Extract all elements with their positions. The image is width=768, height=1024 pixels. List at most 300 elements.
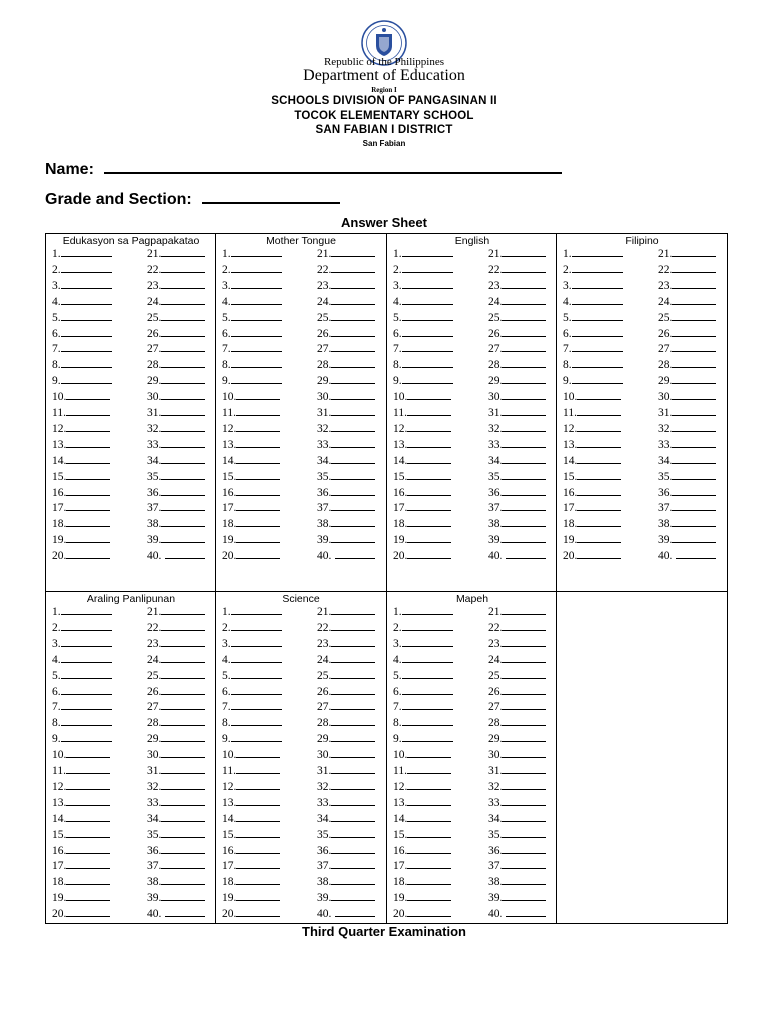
answer-item[interactable] xyxy=(393,812,451,825)
answer-blank[interactable] xyxy=(331,279,375,289)
answer-item[interactable] xyxy=(222,470,280,483)
answer-item[interactable] xyxy=(147,422,205,435)
answer-item[interactable] xyxy=(658,390,716,403)
answer-blank[interactable] xyxy=(331,327,375,337)
answer-item[interactable] xyxy=(488,605,546,618)
answer-blank[interactable] xyxy=(577,422,621,432)
answer-item[interactable] xyxy=(147,342,205,355)
answer-blank[interactable] xyxy=(672,358,716,368)
answer-blank[interactable] xyxy=(236,501,280,511)
answer-blank[interactable] xyxy=(231,295,282,305)
answer-item[interactable] xyxy=(658,358,716,371)
answer-item[interactable] xyxy=(222,621,282,634)
answer-blank[interactable] xyxy=(572,327,623,337)
answer-blank[interactable] xyxy=(407,796,451,806)
answer-item[interactable] xyxy=(147,406,205,419)
answer-blank[interactable] xyxy=(231,247,282,257)
answer-blank[interactable] xyxy=(161,685,205,695)
answer-blank[interactable] xyxy=(335,907,375,917)
answer-item[interactable] xyxy=(222,358,282,371)
answer-item[interactable] xyxy=(488,669,546,682)
answer-item[interactable] xyxy=(222,812,280,825)
answer-item[interactable] xyxy=(147,295,205,308)
answer-blank[interactable] xyxy=(572,295,623,305)
answer-item[interactable] xyxy=(222,342,282,355)
answer-item[interactable] xyxy=(52,812,110,825)
answer-blank[interactable] xyxy=(402,342,453,352)
answer-blank[interactable] xyxy=(161,358,205,368)
answer-item[interactable] xyxy=(147,844,205,857)
answer-item[interactable] xyxy=(222,875,280,888)
answer-blank[interactable] xyxy=(66,748,110,758)
answer-item[interactable] xyxy=(488,891,546,904)
answer-item[interactable] xyxy=(393,907,451,920)
answer-item[interactable] xyxy=(317,732,375,745)
answer-blank[interactable] xyxy=(502,311,546,321)
answer-blank[interactable] xyxy=(161,263,205,273)
answer-blank[interactable] xyxy=(502,454,546,464)
answer-blank[interactable] xyxy=(502,358,546,368)
answer-item[interactable] xyxy=(658,517,716,530)
answer-item[interactable] xyxy=(393,454,451,467)
answer-blank[interactable] xyxy=(502,685,546,695)
answer-blank[interactable] xyxy=(236,517,280,527)
answer-item[interactable] xyxy=(393,406,451,419)
answer-blank[interactable] xyxy=(61,295,112,305)
answer-item[interactable] xyxy=(317,859,375,872)
answer-item[interactable] xyxy=(317,748,375,761)
answer-blank[interactable] xyxy=(502,637,546,647)
answer-item[interactable] xyxy=(52,653,112,666)
answer-blank[interactable] xyxy=(407,891,451,901)
answer-blank[interactable] xyxy=(236,533,280,543)
answer-item[interactable] xyxy=(52,358,112,371)
answer-item[interactable] xyxy=(147,374,205,387)
answer-item[interactable] xyxy=(393,517,451,530)
answer-blank[interactable] xyxy=(502,859,546,869)
answer-item[interactable] xyxy=(222,247,282,260)
answer-blank[interactable] xyxy=(331,875,375,885)
answer-item[interactable] xyxy=(222,501,280,514)
answer-item[interactable] xyxy=(393,796,451,809)
answer-item[interactable] xyxy=(222,907,280,920)
answer-blank[interactable] xyxy=(66,891,110,901)
answer-blank[interactable] xyxy=(331,716,375,726)
answer-item[interactable] xyxy=(147,732,205,745)
answer-blank[interactable] xyxy=(502,621,546,631)
answer-item[interactable] xyxy=(393,422,451,435)
answer-item[interactable] xyxy=(488,279,546,292)
answer-item[interactable] xyxy=(658,327,716,340)
answer-blank[interactable] xyxy=(161,390,205,400)
answer-blank[interactable] xyxy=(61,263,112,273)
answer-item[interactable] xyxy=(563,517,621,530)
answer-blank[interactable] xyxy=(61,716,112,726)
answer-item[interactable] xyxy=(317,716,375,729)
answer-blank[interactable] xyxy=(331,295,375,305)
answer-blank[interactable] xyxy=(577,470,621,480)
answer-blank[interactable] xyxy=(506,549,546,559)
answer-item[interactable] xyxy=(488,533,546,546)
answer-blank[interactable] xyxy=(407,828,451,838)
answer-item[interactable] xyxy=(147,907,205,920)
answer-blank[interactable] xyxy=(236,780,280,790)
answer-item[interactable] xyxy=(563,342,623,355)
answer-item[interactable] xyxy=(52,907,110,920)
answer-blank[interactable] xyxy=(331,374,375,384)
answer-item[interactable] xyxy=(393,549,451,562)
answer-item[interactable] xyxy=(393,438,451,451)
answer-item[interactable] xyxy=(317,764,375,777)
answer-blank[interactable] xyxy=(402,669,453,679)
answer-item[interactable] xyxy=(317,295,375,308)
answer-blank[interactable] xyxy=(672,263,716,273)
answer-item[interactable] xyxy=(317,517,375,530)
answer-blank[interactable] xyxy=(66,796,110,806)
answer-blank[interactable] xyxy=(502,327,546,337)
answer-blank[interactable] xyxy=(672,374,716,384)
answer-item[interactable] xyxy=(488,796,546,809)
answer-item[interactable] xyxy=(488,470,546,483)
answer-blank[interactable] xyxy=(66,422,110,432)
answer-blank[interactable] xyxy=(502,533,546,543)
answer-blank[interactable] xyxy=(161,342,205,352)
answer-item[interactable] xyxy=(147,653,205,666)
answer-item[interactable] xyxy=(488,844,546,857)
answer-blank[interactable] xyxy=(502,247,546,257)
answer-item[interactable] xyxy=(488,621,546,634)
answer-item[interactable] xyxy=(488,517,546,530)
answer-item[interactable] xyxy=(52,263,112,276)
answer-blank[interactable] xyxy=(66,828,110,838)
answer-blank[interactable] xyxy=(61,685,112,695)
answer-item[interactable] xyxy=(488,247,546,260)
answer-blank[interactable] xyxy=(236,891,280,901)
answer-blank[interactable] xyxy=(66,454,110,464)
answer-item[interactable] xyxy=(488,828,546,841)
answer-item[interactable] xyxy=(563,358,623,371)
answer-item[interactable] xyxy=(317,454,375,467)
answer-item[interactable] xyxy=(393,875,451,888)
answer-item[interactable] xyxy=(563,247,623,260)
answer-blank[interactable] xyxy=(161,327,205,337)
answer-item[interactable] xyxy=(393,263,453,276)
answer-item[interactable] xyxy=(52,342,112,355)
answer-item[interactable] xyxy=(222,422,280,435)
answer-item[interactable] xyxy=(222,844,280,857)
answer-item[interactable] xyxy=(147,685,205,698)
answer-item[interactable] xyxy=(317,549,375,562)
answer-item[interactable] xyxy=(488,875,546,888)
answer-item[interactable] xyxy=(222,605,282,618)
answer-item[interactable] xyxy=(147,311,205,324)
answer-blank[interactable] xyxy=(672,533,716,543)
answer-item[interactable] xyxy=(317,311,375,324)
answer-blank[interactable] xyxy=(331,859,375,869)
answer-item[interactable] xyxy=(393,374,453,387)
answer-item[interactable] xyxy=(317,438,375,451)
answer-item[interactable] xyxy=(147,637,205,650)
answer-blank[interactable] xyxy=(331,732,375,742)
answer-blank[interactable] xyxy=(61,653,112,663)
answer-item[interactable] xyxy=(393,470,451,483)
answer-item[interactable] xyxy=(317,653,375,666)
answer-blank[interactable] xyxy=(502,295,546,305)
answer-item[interactable] xyxy=(52,470,110,483)
answer-blank[interactable] xyxy=(61,247,112,257)
answer-blank[interactable] xyxy=(572,374,623,384)
answer-item[interactable] xyxy=(393,716,453,729)
answer-blank[interactable] xyxy=(402,732,453,742)
answer-blank[interactable] xyxy=(502,812,546,822)
answer-item[interactable] xyxy=(52,327,112,340)
answer-blank[interactable] xyxy=(331,891,375,901)
answer-item[interactable] xyxy=(222,549,280,562)
answer-item[interactable] xyxy=(488,342,546,355)
answer-item[interactable] xyxy=(222,685,282,698)
answer-item[interactable] xyxy=(488,422,546,435)
answer-item[interactable] xyxy=(52,700,112,713)
answer-blank[interactable] xyxy=(402,685,453,695)
answer-blank[interactable] xyxy=(331,828,375,838)
answer-item[interactable] xyxy=(488,907,546,920)
answer-item[interactable] xyxy=(658,263,716,276)
answer-item[interactable] xyxy=(488,653,546,666)
answer-item[interactable] xyxy=(393,295,453,308)
answer-blank[interactable] xyxy=(61,732,112,742)
name-input-line[interactable] xyxy=(104,158,562,174)
answer-item[interactable] xyxy=(658,279,716,292)
answer-item[interactable] xyxy=(222,327,282,340)
answer-blank[interactable] xyxy=(502,406,546,416)
answer-blank[interactable] xyxy=(572,358,623,368)
answer-item[interactable] xyxy=(147,859,205,872)
grade-section-input-line[interactable] xyxy=(202,188,340,204)
answer-item[interactable] xyxy=(317,828,375,841)
answer-blank[interactable] xyxy=(161,637,205,647)
answer-blank[interactable] xyxy=(161,732,205,742)
answer-item[interactable] xyxy=(488,748,546,761)
answer-blank[interactable] xyxy=(502,390,546,400)
answer-blank[interactable] xyxy=(236,422,280,432)
answer-blank[interactable] xyxy=(331,438,375,448)
answer-item[interactable] xyxy=(52,533,110,546)
answer-item[interactable] xyxy=(393,342,453,355)
answer-item[interactable] xyxy=(147,796,205,809)
answer-blank[interactable] xyxy=(161,470,205,480)
answer-blank[interactable] xyxy=(331,406,375,416)
answer-item[interactable] xyxy=(147,454,205,467)
answer-blank[interactable] xyxy=(331,796,375,806)
answer-blank[interactable] xyxy=(231,732,282,742)
answer-item[interactable] xyxy=(147,486,205,499)
answer-item[interactable] xyxy=(52,279,112,292)
answer-item[interactable] xyxy=(658,342,716,355)
answer-item[interactable] xyxy=(52,374,112,387)
answer-blank[interactable] xyxy=(502,764,546,774)
answer-blank[interactable] xyxy=(502,891,546,901)
answer-item[interactable] xyxy=(393,828,451,841)
answer-item[interactable] xyxy=(393,844,451,857)
answer-blank[interactable] xyxy=(331,780,375,790)
answer-item[interactable] xyxy=(317,358,375,371)
answer-blank[interactable] xyxy=(66,812,110,822)
answer-blank[interactable] xyxy=(161,875,205,885)
answer-blank[interactable] xyxy=(66,533,110,543)
answer-blank[interactable] xyxy=(577,533,621,543)
answer-item[interactable] xyxy=(563,454,621,467)
answer-blank[interactable] xyxy=(577,454,621,464)
answer-blank[interactable] xyxy=(402,605,453,615)
answer-blank[interactable] xyxy=(506,907,546,917)
answer-item[interactable] xyxy=(147,247,205,260)
answer-item[interactable] xyxy=(147,621,205,634)
answer-blank[interactable] xyxy=(66,844,110,854)
answer-blank[interactable] xyxy=(331,517,375,527)
answer-item[interactable] xyxy=(222,279,282,292)
answer-blank[interactable] xyxy=(161,653,205,663)
answer-blank[interactable] xyxy=(402,716,453,726)
answer-blank[interactable] xyxy=(502,780,546,790)
answer-item[interactable] xyxy=(317,796,375,809)
answer-blank[interactable] xyxy=(231,311,282,321)
answer-blank[interactable] xyxy=(502,748,546,758)
answer-blank[interactable] xyxy=(66,406,110,416)
answer-item[interactable] xyxy=(52,669,112,682)
answer-item[interactable] xyxy=(317,780,375,793)
answer-blank[interactable] xyxy=(61,342,112,352)
answer-blank[interactable] xyxy=(231,342,282,352)
answer-blank[interactable] xyxy=(161,716,205,726)
answer-item[interactable] xyxy=(393,653,453,666)
answer-item[interactable] xyxy=(317,422,375,435)
answer-blank[interactable] xyxy=(577,517,621,527)
answer-blank[interactable] xyxy=(161,517,205,527)
answer-blank[interactable] xyxy=(66,470,110,480)
answer-blank[interactable] xyxy=(161,438,205,448)
answer-blank[interactable] xyxy=(236,875,280,885)
answer-blank[interactable] xyxy=(331,470,375,480)
answer-blank[interactable] xyxy=(407,859,451,869)
answer-item[interactable] xyxy=(488,732,546,745)
answer-blank[interactable] xyxy=(236,859,280,869)
answer-item[interactable] xyxy=(658,422,716,435)
answer-blank[interactable] xyxy=(407,780,451,790)
answer-blank[interactable] xyxy=(161,764,205,774)
answer-blank[interactable] xyxy=(231,263,282,273)
answer-blank[interactable] xyxy=(331,358,375,368)
answer-blank[interactable] xyxy=(672,454,716,464)
answer-blank[interactable] xyxy=(577,486,621,496)
answer-blank[interactable] xyxy=(161,669,205,679)
answer-blank[interactable] xyxy=(331,342,375,352)
answer-item[interactable] xyxy=(563,486,621,499)
answer-blank[interactable] xyxy=(331,700,375,710)
answer-blank[interactable] xyxy=(672,406,716,416)
answer-item[interactable] xyxy=(393,669,453,682)
answer-item[interactable] xyxy=(488,406,546,419)
answer-blank[interactable] xyxy=(402,279,453,289)
answer-blank[interactable] xyxy=(331,605,375,615)
answer-blank[interactable] xyxy=(236,844,280,854)
answer-item[interactable] xyxy=(147,891,205,904)
answer-blank[interactable] xyxy=(66,875,110,885)
answer-item[interactable] xyxy=(52,438,110,451)
answer-item[interactable] xyxy=(147,669,205,682)
answer-item[interactable] xyxy=(52,716,112,729)
answer-blank[interactable] xyxy=(231,374,282,384)
answer-item[interactable] xyxy=(658,501,716,514)
answer-item[interactable] xyxy=(317,891,375,904)
answer-blank[interactable] xyxy=(577,406,621,416)
answer-item[interactable] xyxy=(488,327,546,340)
answer-item[interactable] xyxy=(222,828,280,841)
answer-blank[interactable] xyxy=(66,859,110,869)
answer-item[interactable] xyxy=(658,406,716,419)
answer-item[interactable] xyxy=(52,780,110,793)
answer-blank[interactable] xyxy=(331,637,375,647)
answer-blank[interactable] xyxy=(672,311,716,321)
answer-blank[interactable] xyxy=(502,342,546,352)
answer-item[interactable] xyxy=(52,454,110,467)
answer-item[interactable] xyxy=(563,279,623,292)
answer-item[interactable] xyxy=(147,716,205,729)
answer-blank[interactable] xyxy=(161,700,205,710)
answer-item[interactable] xyxy=(317,342,375,355)
answer-item[interactable] xyxy=(317,605,375,618)
answer-blank[interactable] xyxy=(161,486,205,496)
answer-blank[interactable] xyxy=(402,358,453,368)
answer-item[interactable] xyxy=(52,295,112,308)
answer-blank[interactable] xyxy=(231,637,282,647)
answer-item[interactable] xyxy=(52,549,110,562)
answer-item[interactable] xyxy=(488,438,546,451)
answer-blank[interactable] xyxy=(161,621,205,631)
answer-item[interactable] xyxy=(488,374,546,387)
answer-blank[interactable] xyxy=(236,907,280,917)
answer-blank[interactable] xyxy=(161,406,205,416)
answer-blank[interactable] xyxy=(66,549,110,559)
answer-item[interactable] xyxy=(317,669,375,682)
answer-blank[interactable] xyxy=(161,605,205,615)
answer-item[interactable] xyxy=(658,374,716,387)
answer-blank[interactable] xyxy=(236,454,280,464)
answer-item[interactable] xyxy=(52,748,110,761)
answer-blank[interactable] xyxy=(407,812,451,822)
answer-item[interactable] xyxy=(488,501,546,514)
answer-blank[interactable] xyxy=(402,247,453,257)
answer-blank[interactable] xyxy=(407,501,451,511)
answer-blank[interactable] xyxy=(165,549,205,559)
answer-item[interactable] xyxy=(222,796,280,809)
answer-blank[interactable] xyxy=(161,247,205,257)
answer-item[interactable] xyxy=(393,732,453,745)
answer-blank[interactable] xyxy=(407,454,451,464)
answer-item[interactable] xyxy=(147,700,205,713)
answer-item[interactable] xyxy=(147,605,205,618)
answer-item[interactable] xyxy=(147,358,205,371)
answer-item[interactable] xyxy=(488,358,546,371)
answer-blank[interactable] xyxy=(66,501,110,511)
answer-item[interactable] xyxy=(52,685,112,698)
answer-item[interactable] xyxy=(222,263,282,276)
answer-item[interactable] xyxy=(147,828,205,841)
answer-item[interactable] xyxy=(147,263,205,276)
answer-blank[interactable] xyxy=(231,653,282,663)
answer-blank[interactable] xyxy=(672,279,716,289)
answer-blank[interactable] xyxy=(577,501,621,511)
answer-blank[interactable] xyxy=(331,653,375,663)
